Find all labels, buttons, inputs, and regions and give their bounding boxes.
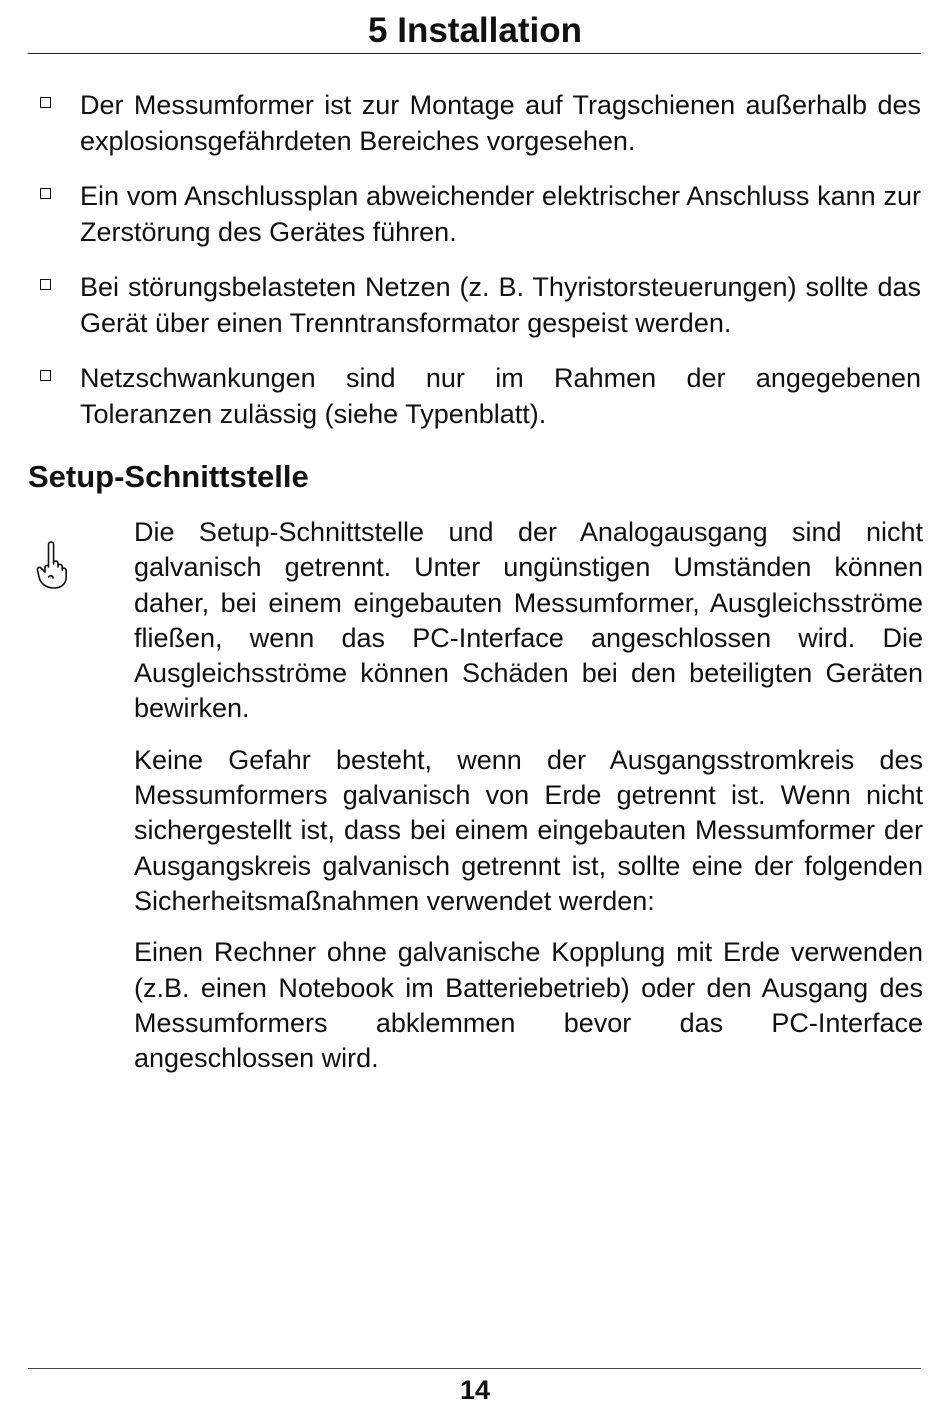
setup-interface-warning (134, 515, 923, 1092)
list-item-text: Ein vom Anschlussplan abweichender elektrischer Anschluss kann zur Zerstörung des Gerätes führen. (80, 181, 921, 247)
warning-paragraph: Einen Rechner ohne galvanische Kopplung mit Erde verwenden (z.B. einen Notebook im Batteriebetrieb) oder den Ausgang des Messumformers abklemmen bevor das PC-Interface angeschlossen wird. (134, 937, 923, 1074)
list-item-text: Bei störungsbelasteten Netzen (z. B. Thyristorsteuerungen) sollte das Gerät über einen Trenntransformator gespeist werden. (80, 272, 921, 338)
pointing-hand-icon (34, 539, 70, 591)
list-item (28, 269, 921, 341)
list-item-text: Der Messumformer ist zur Montage auf Tragschienen außerhalb des explosionsgefährdeten Bereiches vorgesehen. (80, 90, 921, 156)
warning-paragraph: Keine Gefahr besteht, wenn der Ausgangsstromkreis des Messumformers galvanisch von Erde getrennt ist. Wenn nicht sichergestellt ist, dass bei einem eingebauten Messumformer der Ausgangskreis galvanisch getrennt ist, sollte eine der folgenden Sicherheitsmaßnahmen verwendet werden: (134, 744, 923, 916)
list-item (28, 178, 921, 250)
warning-paragraph: Die Setup-Schnittstelle und der Analogausgang sind nicht galvanisch getrennt. Unter ungünstigen Umständen können daher, bei einem eingebauten Messumformer, Ausgleichsströme fließen, wenn das PC-Interface angeschlossen wird. Die Ausgleichsströme können Schäden bei den beteiligten Geräten bewirken. (134, 517, 923, 724)
page-title: 5 Installation (368, 11, 582, 50)
section-heading: Setup-Schnittstelle (28, 459, 309, 494)
header-divider (28, 53, 921, 54)
checkbox-square-icon (40, 97, 51, 108)
list-item (28, 87, 921, 159)
page-number: 14 (459, 1375, 491, 1405)
checkbox-square-icon (40, 370, 51, 381)
installation-notes-list (28, 87, 921, 451)
footer-divider (28, 1368, 921, 1369)
list-item-text: Netzschwankungen sind nur im Rahmen der angegebenen Toleranzen zulässig (siehe Typenblatt). (80, 363, 921, 429)
list-item (28, 360, 921, 432)
checkbox-square-icon (40, 188, 51, 199)
checkbox-square-icon (40, 279, 51, 290)
